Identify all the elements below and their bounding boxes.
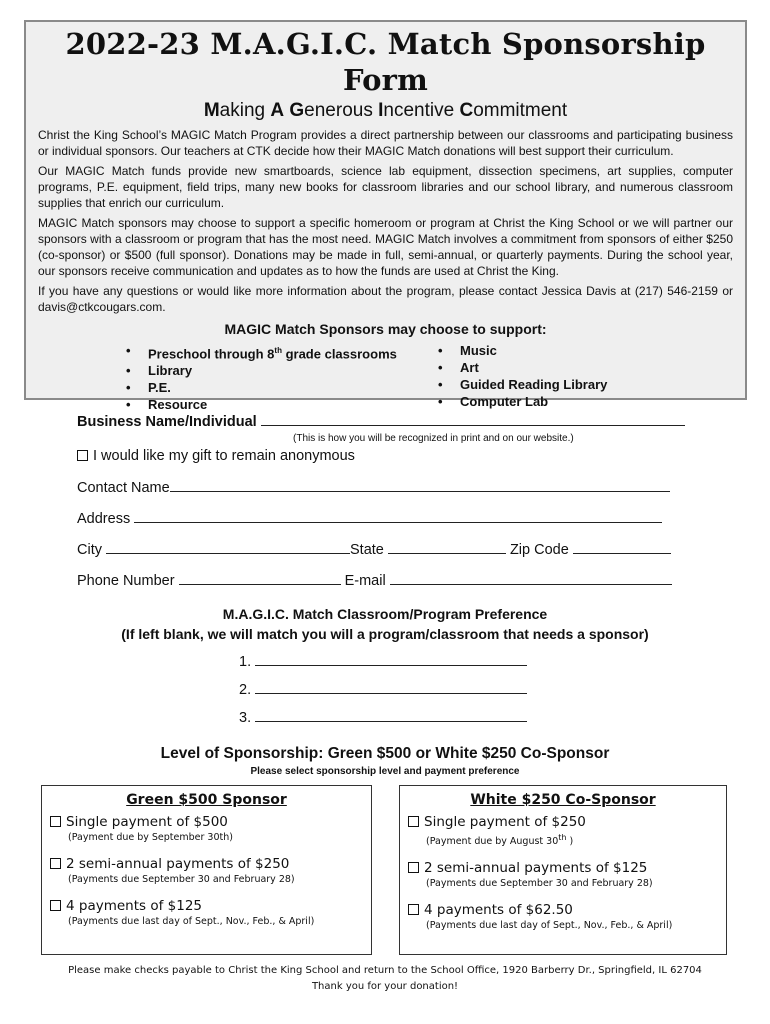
- support-list-right: [438, 342, 607, 413]
- preference-line-2: [239, 682, 527, 698]
- subtitle-word: ommitment: [473, 100, 568, 121]
- support-item: • Library: [126, 362, 438, 379]
- preference-field-1[interactable]: [255, 654, 527, 666]
- preference-line-3: [239, 710, 527, 726]
- intro-paragraph: Our MAGIC Match funds provide new smartboards, science lab equipment, dissection specimens, art supplies, computer programs, P.E. equipment, field trips, many new books for classroom libraries and our school library, and numerous classroom supplies that enrich our curriculum.: [38, 164, 733, 210]
- intro-paragraph: Christ the King School’s MAGIC Match Program provides a direct partnership between our classrooms and participating business or individual sponsors. Our teachers at CTK decide how their MAGIC Match donations will best support their curriculum.: [38, 128, 733, 158]
- support-item: • Computer Lab: [438, 393, 607, 410]
- support-item: • Guided Reading Library: [438, 376, 607, 393]
- support-list-left: [126, 342, 438, 413]
- preference-field-2[interactable]: [255, 682, 527, 694]
- superscript: th: [274, 346, 282, 355]
- white-sponsor-title: White $250 Co-Sponsor: [470, 792, 656, 808]
- anonymous-checkbox[interactable]: [77, 450, 88, 461]
- anonymous-row: [77, 448, 355, 464]
- preference-subheading: (If left blank, we will match you will a program/classroom that needs a sponsor): [121, 626, 649, 642]
- business-name-row: [77, 414, 685, 430]
- option-note: (Payments due last day of Sept., Nov., Feb., & April): [68, 916, 315, 927]
- address-field[interactable]: [134, 511, 662, 523]
- white-sponsor-box: [399, 785, 727, 955]
- support-item-text: grade classrooms: [281, 346, 397, 362]
- green-sponsor-box: [41, 785, 372, 955]
- option-label: 2 semi-annual payments of $250: [66, 856, 290, 872]
- support-item: • Music: [438, 342, 607, 359]
- contact-row: [77, 480, 670, 496]
- acronym-letter: I: [378, 100, 384, 121]
- preference-number: 1.: [239, 654, 252, 670]
- contact-paragraph: If you have any questions or would like more information about the program, please contact Jessica Davis at (217) 546-2159 or davis@ctkcougars.com.: [38, 284, 733, 314]
- green-option-1: [50, 813, 363, 831]
- support-item: • Resource: [126, 396, 438, 413]
- level-subheading: Please select sponsorship level and payment preference: [250, 766, 520, 777]
- acronym-letter: M: [203, 100, 220, 121]
- subtitle-word: enerous: [304, 100, 379, 121]
- subtitle-word: ncentive: [383, 100, 460, 121]
- acronym-letter: G: [289, 100, 305, 121]
- preference-line-1: [239, 654, 527, 670]
- footer: [0, 963, 770, 995]
- phone-row: [77, 573, 672, 589]
- white-option-1: [408, 813, 718, 831]
- option-note: (Payment due by September 30th): [68, 832, 233, 843]
- support-list: [38, 342, 733, 413]
- option-label: Single payment of $250: [424, 814, 586, 830]
- zip-field[interactable]: [573, 542, 671, 554]
- acronym-letter: C: [459, 100, 474, 121]
- business-name-field[interactable]: [261, 414, 685, 426]
- preference-number: 2.: [239, 682, 252, 698]
- preference-heading: M.A.G.I.C. Match Classroom/Program Preference: [222, 606, 548, 622]
- option-note: (Payments due last day of Sept., Nov., Feb., & April): [426, 920, 673, 932]
- support-heading: MAGIC Match Sponsors may choose to support:: [224, 321, 547, 337]
- green-sponsor-title: Green $500 Sponsor: [126, 792, 287, 808]
- option-note: (Payments due September 30 and February 28): [68, 874, 295, 885]
- option-label: 4 payments of $62.50: [424, 902, 573, 919]
- footer-instructions: Please make checks payable to Christ the King School and return to the School Office, 1920 Barberry Dr., Springfield, IL 62704: [68, 965, 702, 976]
- option-note-text: ): [566, 836, 574, 848]
- acronym-letter: A: [270, 100, 285, 121]
- address-label: Address: [77, 511, 131, 527]
- footer-thanks: Thank you for your donation!: [311, 981, 459, 992]
- white-option-1-checkbox[interactable]: [408, 816, 419, 827]
- option-note-text: (Payment due by August 30: [426, 836, 559, 848]
- state-field[interactable]: [388, 542, 506, 554]
- anonymous-label: I would like my gift to remain anonymous: [93, 448, 355, 464]
- contact-name-label: Contact Name: [77, 480, 170, 496]
- zip-label: Zip Code: [509, 542, 569, 558]
- green-option-2-checkbox[interactable]: [50, 858, 61, 869]
- business-name-note: (This is how you will be recognized in print and on our website.): [293, 433, 574, 444]
- support-item: • P.E.: [126, 379, 438, 396]
- page-subtitle: [38, 98, 733, 124]
- email-label: E-mail: [344, 573, 386, 589]
- option-label: 4 payments of $125: [66, 898, 203, 914]
- city-label: City: [77, 542, 102, 558]
- preference-field-3[interactable]: [255, 710, 527, 722]
- contact-name-field[interactable]: [170, 480, 670, 492]
- white-option-3-checkbox[interactable]: [408, 904, 419, 915]
- option-note: (Payments due September 30 and February 28): [426, 878, 653, 890]
- phone-label: Phone Number: [77, 573, 175, 589]
- option-label: 2 semi-annual payments of $125: [424, 860, 648, 877]
- business-name-label: Business Name/Individual: [77, 414, 257, 430]
- phone-field[interactable]: [179, 573, 341, 585]
- address-row: [77, 511, 662, 527]
- white-option-2-checkbox[interactable]: [408, 862, 419, 873]
- support-item: [126, 342, 438, 362]
- green-option-1-checkbox[interactable]: [50, 816, 61, 827]
- white-option-3: [408, 901, 718, 919]
- support-item: • Art: [438, 359, 607, 376]
- city-row: [77, 542, 671, 558]
- state-label: State: [350, 542, 384, 558]
- email-field[interactable]: [390, 573, 672, 585]
- page-title: 2022-23 M.A.G.I.C. Match Sponsorship Form: [65, 27, 706, 97]
- level-heading: Level of Sponsorship: Green $500 or White $250 Co-Sponsor: [160, 745, 610, 762]
- intro-panel: [24, 20, 747, 413]
- green-option-3-checkbox[interactable]: [50, 900, 61, 911]
- city-field[interactable]: [106, 542, 350, 554]
- green-option-3: [50, 897, 363, 915]
- intro-paragraph: MAGIC Match sponsors may choose to support a specific homeroom or program at Christ the King School or we will partner our sponsors with a classroom or program that has the most need. MAGIC Match involves a commitment from sponsors of either $250 (co-sponsor) or $500 (full sponsor). Donations may be made in full, semi-annual, or quarterly payments. During the school year, our sponsors receive communication and updates as to how the funds are used at Christ the King.: [38, 216, 733, 278]
- superscript: th: [558, 833, 567, 842]
- support-item-text: Preschool through 8: [148, 346, 275, 362]
- green-option-2: [50, 855, 363, 873]
- white-option-2: [408, 859, 718, 877]
- preference-number: 3.: [239, 710, 252, 726]
- option-label: Single payment of $500: [66, 814, 228, 830]
- option-note: [426, 831, 718, 849]
- subtitle-word: aking: [219, 100, 271, 121]
